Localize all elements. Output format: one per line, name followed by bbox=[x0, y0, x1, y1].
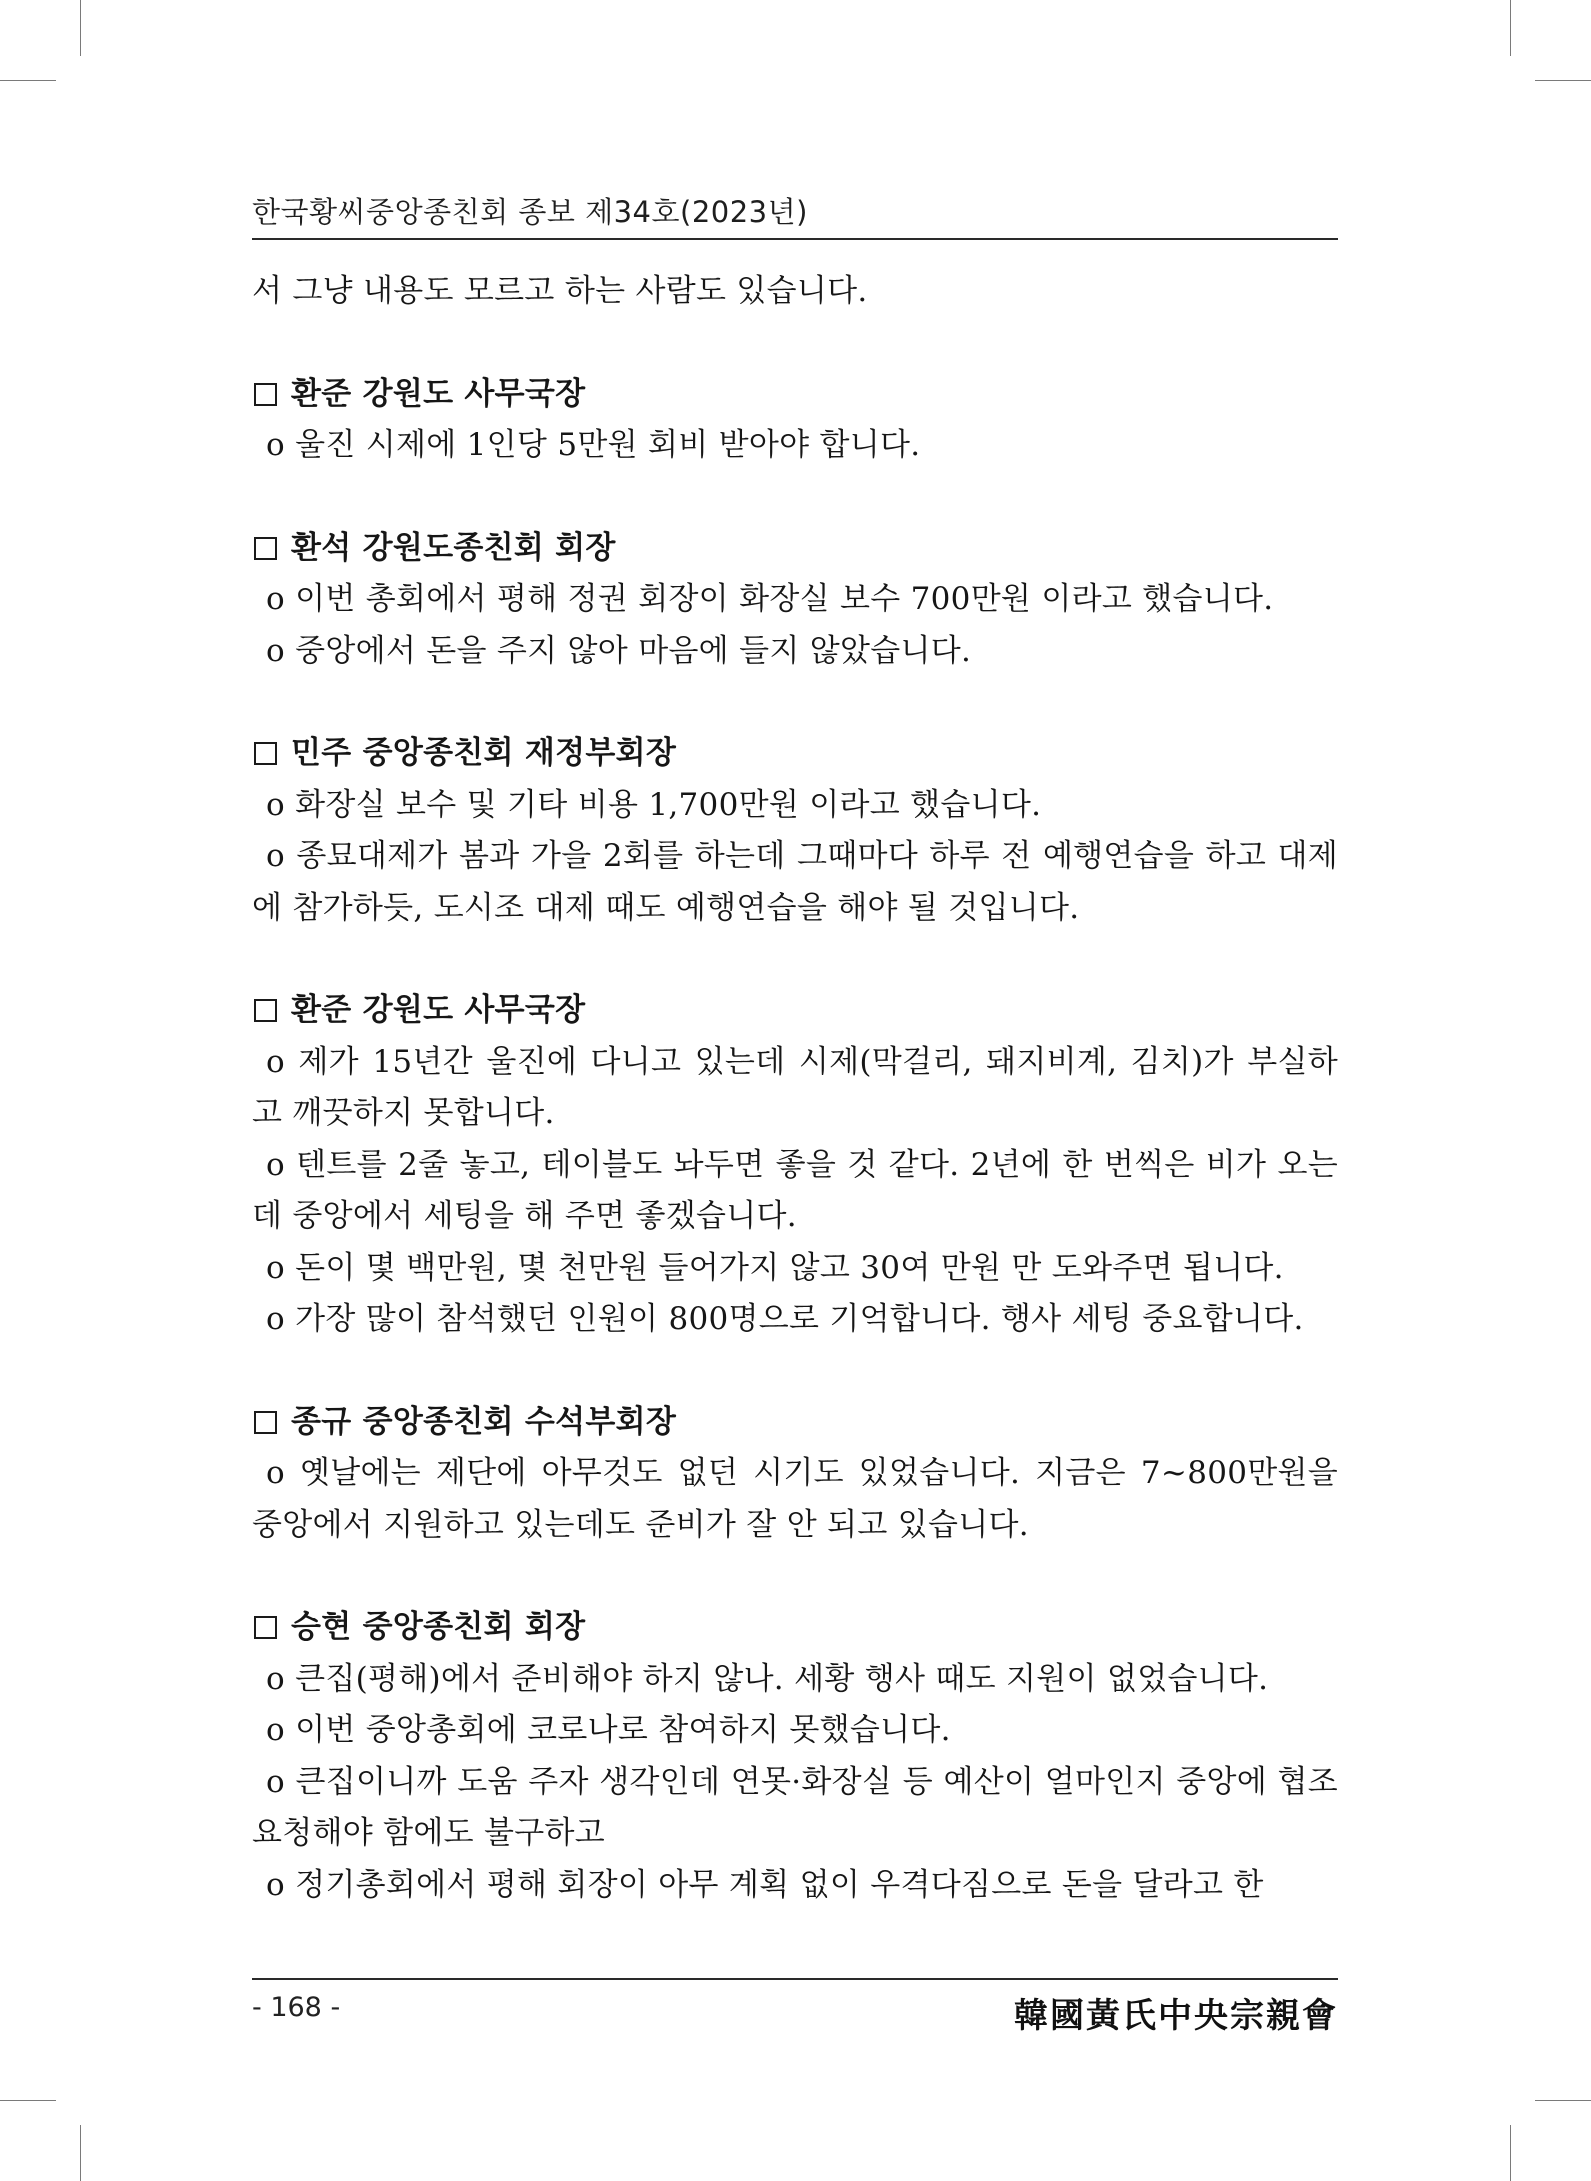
paragraph: o 제가 15년간 울진에 다니고 있는데 시제(막걸리, 돼지비계, 김치)가 부실하고 깨끗하지 못합니다. bbox=[252, 1043, 1338, 1131]
paragraph: o 정기총회에서 평해 회장이 아무 계획 없이 우격다짐으로 돈을 달라고 한 bbox=[266, 1866, 1264, 1903]
footer-rule bbox=[252, 1978, 1338, 1980]
paragraph: o 화장실 보수 및 기타 비용 1,700만원 이라고 했습니다. bbox=[266, 786, 1042, 823]
section-heading: 환준 강원도 사무국장 bbox=[252, 369, 1338, 421]
paragraph: o 큰집(평해)에서 준비해야 하지 않나. 세황 행사 때도 지원이 없었습니다. bbox=[266, 1660, 1269, 1697]
section bbox=[252, 985, 1338, 1346]
crop-mark bbox=[80, 0, 81, 56]
section bbox=[252, 728, 1338, 934]
section bbox=[252, 523, 1338, 678]
header-rule bbox=[252, 238, 1338, 240]
checkbox-icon bbox=[254, 1411, 277, 1434]
section-heading: 환준 강원도 사무국장 bbox=[252, 985, 1338, 1037]
section bbox=[252, 1602, 1338, 1911]
paragraph: o 울진 시제에 1인당 5만원 회비 받아야 합니다. bbox=[266, 427, 921, 463]
crop-mark bbox=[80, 2125, 81, 2181]
paragraph: o 중앙에서 돈을 주지 않아 마음에 들지 않았습니다. bbox=[266, 632, 972, 669]
paragraph: o 가장 많이 참석했던 인원이 800명으로 기억합니다. 행사 세팅 중요합니다. bbox=[266, 1301, 1304, 1337]
page-number: - 168 - bbox=[252, 1992, 341, 2023]
intro-line: 서 그냥 내용도 모르고 하는 사람도 있습니다. bbox=[252, 273, 868, 309]
paragraph: o 이번 중앙총회에 코로나로 참여하지 못했습니다. bbox=[266, 1712, 951, 1748]
checkbox-icon bbox=[254, 742, 277, 765]
paragraph: o 옛날에는 제단에 아무것도 없던 시기도 있었습니다. 지금은 7~800만원을 중앙에서 지원하고 있는데도 준비가 잘 안 되고 있습니다. bbox=[252, 1455, 1338, 1543]
checkbox-icon bbox=[254, 999, 277, 1022]
checkbox-icon bbox=[254, 383, 277, 406]
crop-mark bbox=[1510, 0, 1511, 56]
crop-mark bbox=[1535, 80, 1591, 81]
checkbox-icon bbox=[254, 1616, 277, 1639]
organization-name: 韓國黃氏中央宗親會 bbox=[1014, 1996, 1338, 2036]
paragraph: o 이번 총회에서 평해 정권 회장이 화장실 보수 700만원 이라고 했습니다. bbox=[266, 581, 1274, 617]
paragraph: o 큰집이니까 도움 주자 생각인데 연못·화장실 등 예산이 얼마인지 중앙에 협조 요청해야 함에도 불구하고 bbox=[252, 1763, 1338, 1851]
paragraph: o 텐트를 2줄 놓고, 테이블도 놔두면 좋을 것 같다. 2년에 한 번씩은 비가 오는데 중앙에서 세팅을 해 주면 좋겠습니다. bbox=[252, 1146, 1338, 1234]
section bbox=[252, 1397, 1338, 1552]
paragraph: o 종묘대제가 봄과 가을 2회를 하는데 그때마다 하루 전 예행연습을 하고 대제에 참가하듯, 도시조 대제 때도 예행연습을 해야 될 것입니다. bbox=[252, 838, 1338, 926]
crop-mark bbox=[0, 80, 56, 81]
section-heading: 승현 중앙종친회 회장 bbox=[252, 1602, 1338, 1654]
section-heading: 환석 강원도종친회 회장 bbox=[252, 523, 1338, 575]
crop-mark bbox=[0, 2100, 56, 2101]
page-body bbox=[252, 266, 1338, 1911]
section-heading: 종규 중앙종친회 수석부회장 bbox=[252, 1397, 1338, 1449]
checkbox-icon bbox=[254, 537, 277, 560]
paragraph: o 돈이 몇 백만원, 몇 천만원 들어가지 않고 30여 만원 만 도와주면 됩니다. bbox=[266, 1249, 1284, 1286]
section-heading: 민주 중앙종친회 재정부회장 bbox=[252, 728, 1338, 780]
running-header: 한국황씨중앙종친회 종보 제34호(2023년) bbox=[252, 195, 808, 229]
crop-mark bbox=[1510, 2125, 1511, 2181]
crop-mark bbox=[1535, 2100, 1591, 2101]
section bbox=[252, 369, 1338, 472]
